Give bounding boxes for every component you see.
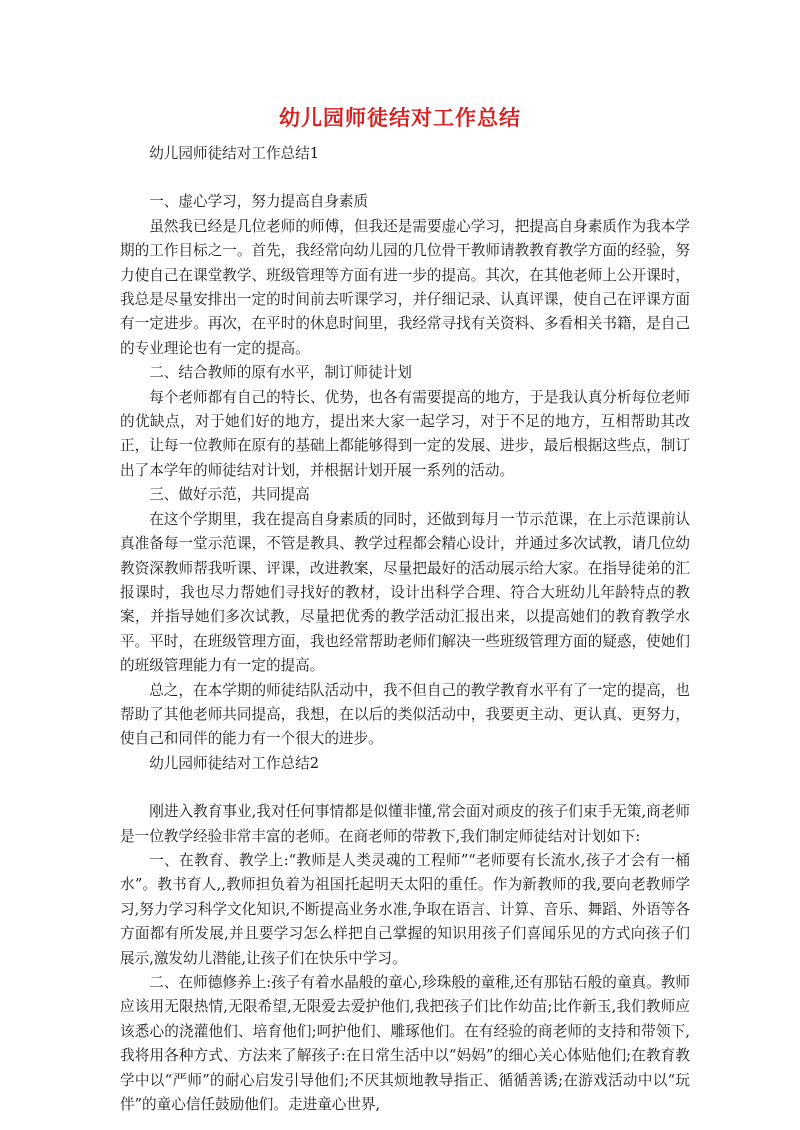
section-1-heading-3: 三、做好示范，共同提高 [149,486,310,504]
section-1-paragraph-4: 总之，在本学期的师徒结队活动中，我不但自己的教学教育水平有了一定的提高，也帮助了其他老师共同提高，我想，在以后的类似活动中，我要更主动、更认真、更努力，使自己和同伴的能力有一个很大的进步。 [120,681,690,748]
spacer [120,776,690,800]
document-title: 幼儿园师徒结对工作总结 [279,105,521,130]
section-1-paragraph-3: 在这个学期里，我在提高自身素质的同时，还做到每月一节示范课，在上示范课前认真准备每一堂示范课，不管是教具、教学过程都会精心设计，并通过多次试教，请几位幼教资深教师帮我听课、评课，改进教案，尽量把最好的活动展示给大家。在指导徒弟的汇报课时，我也尽力帮她们寻找好的教材，设计出科学合理、符合大班幼儿年龄特点的教案，并指导她们多次试教，尽量把优秀的教学活动汇报出来，以提高她们的教育教学水平。平时，在班级管理方面，我也经常帮助老师们解决一些班级管理方面的疑惑，使她们的班级管理能力有一定的提高。 [120,510,690,675]
section-1-subtitle: 幼儿园师徒结对工作总结1 [149,145,320,162]
document-body [120,142,690,1117]
section-2-paragraph-2: 一、在教育、教学上:“教师是人类灵魂的工程师”“老师要有长流水,孩子才会有一桶水”。教书育人,,教师担负着为祖国托起明天太阳的重任。作为新教师的我,要向老教师学习,努力学习科学文化知识,不断提高业务水准,争取在语言、计算、音乐、舞蹈、外语等各方面都有所发展,并且要学习怎么样把自己掌握的知识用孩子们喜闻乐见的方式向孩子们展示,激发幼儿潜能,让孩子们在快乐中学习。 [120,851,690,967]
spacer [120,166,690,190]
section-1-paragraph-1: 虽然我已经是几位老师的师傅，但我还是需要虚心学习，把提高自身素质作为我本学期的工作目标之一。首先，我经常向幼儿园的几位骨干教师请教教育教学方面的经验，努力使自己在课堂教学、班级管理等方面有进一步的提高。其次，在其他老师上公开课时，我总是尽量安排出一定的时间前去听课学习，并仔细记录、认真评课，使自己在评课方面有一定进步。再次，在平时的休息时间里，我经常寻找有关资料、多看相关书籍，是自己的专业理论也有一定的提高。 [120,217,690,357]
section-1-heading-1: 一、虚心学习，努力提高自身素质 [149,193,369,211]
section-2-paragraph-3: 二、在师德修养上:孩子有着水晶般的童心,珍珠般的童稚,还有那钻石般的童真。教师应该用无限热情,无限希望,无限爱去爱护他们,我把孩子们比作幼苗;比作新玉,我们教师应该悉心的浇灌他们、培育他们;呵护他们、雕琢他们。在有经验的商老师的支持和带领下,我将用各种方式、方法来了解孩子:在日常生活中以“妈妈”的细心关心体贴他们;在教育教学中以“严师”的耐心启发引导他们;不厌其烦地教导指正、循循善诱;在游戏活动中以“玩伴”的童心信任鼓励他们。走进童心世界, [120,974,690,1114]
section-2-subtitle: 幼儿园师徒结对工作总结2 [149,754,320,772]
section-2-paragraph-1: 刚进入教育事业,我对任何事情都是似懂非懂,常会面对顽皮的孩子们束手无策,商老师是一位教学经验非常丰富的老师。在商老师的带教下,我们制定师徒结对计划如下: [120,803,690,845]
section-1-paragraph-2: 每个老师都有自己的特长、优势，也各有需要提高的地方，于是我认真分析每位老师的优缺点，对于她们好的地方，提出来大家一起学习，对于不足的地方，互相帮助其改正，让每一位教师在原有的基础上都能够得到一定的发展、进步，最后根据这些点，制订出了本学年的师徒结对计划，并根据计划开展一系列的活动。 [120,388,690,479]
section-1-heading-2: 二、结合教师的原有水平，制订师徒计划 [149,364,412,382]
